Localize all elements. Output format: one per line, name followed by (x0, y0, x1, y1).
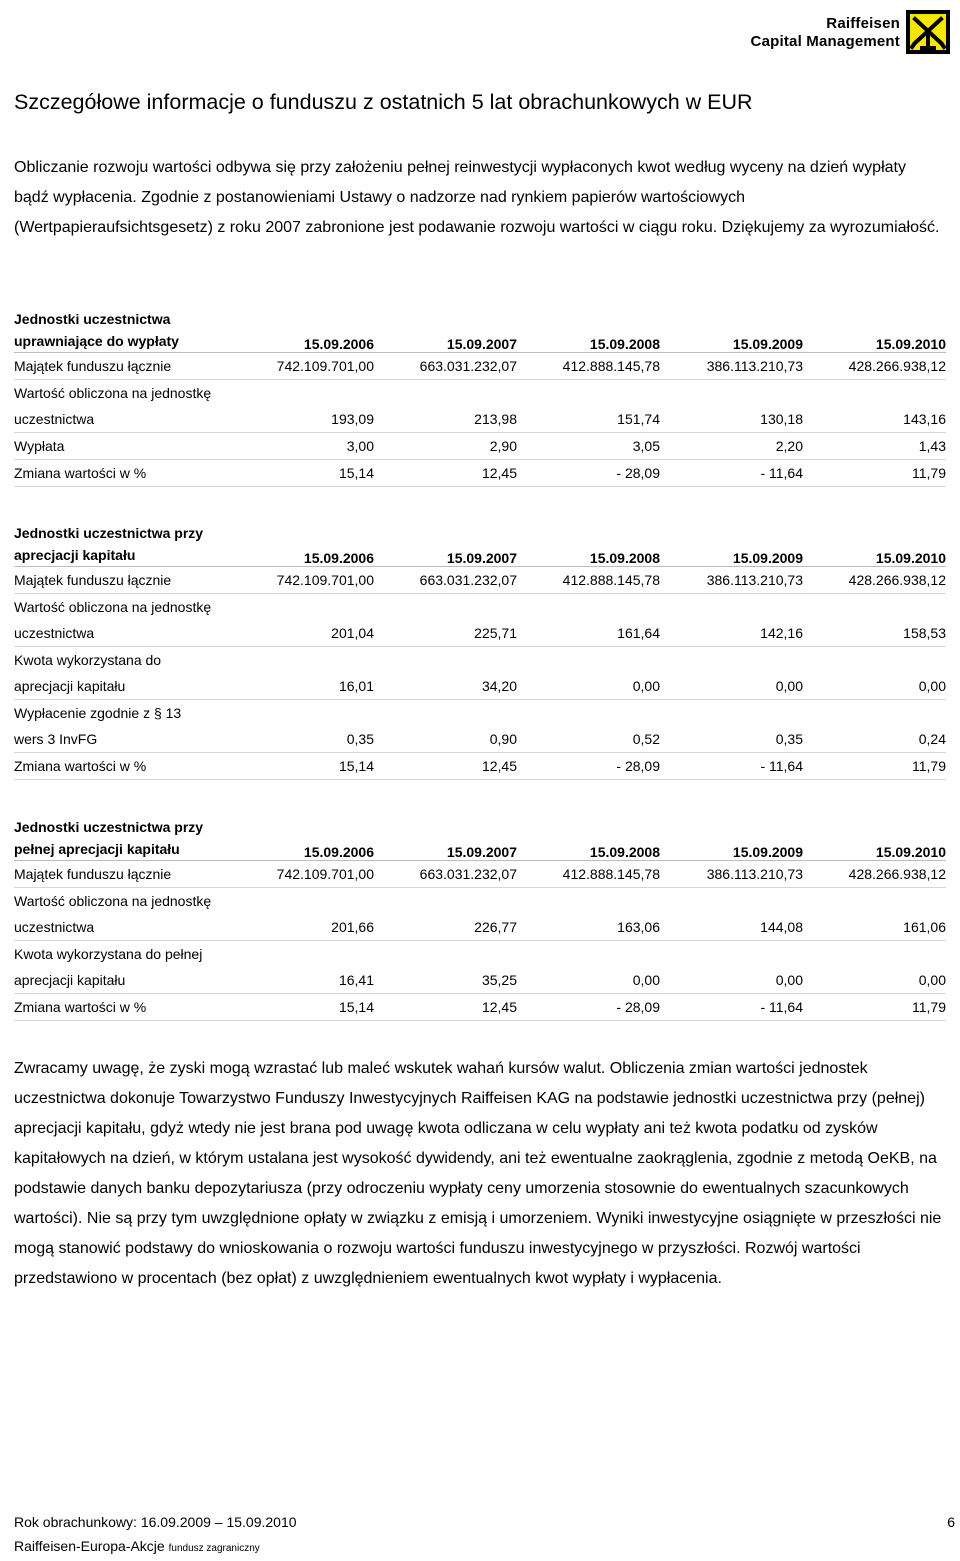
row-label: Wartość obliczona na jednostkę uczestnictwa (14, 380, 246, 433)
date-header: 15.09.2009 (660, 308, 803, 353)
value-cell: 0,00 (660, 941, 803, 994)
table-title: Jednostki uczestnictwa uprawniające do wypłaty (14, 308, 246, 353)
row-label: Zmiana wartości w % (14, 994, 246, 1021)
date-header: 15.09.2010 (803, 522, 946, 567)
date-header: 15.09.2010 (803, 308, 946, 353)
value-cell: 386.113.210,73 (660, 567, 803, 594)
table-row (14, 353, 946, 380)
value-cell: 15,14 (246, 994, 374, 1021)
intro-paragraph (14, 153, 944, 243)
value-cell: 0,35 (246, 700, 374, 753)
table-row (14, 753, 946, 780)
table-row (14, 594, 946, 647)
value-cell: 12,45 (374, 753, 517, 780)
table-header-row (14, 816, 946, 861)
fiscal-year-label: Rok obrachunkowy: 16.09.2009 – 15.09.2010 (14, 1514, 297, 1530)
date-header: 15.09.2007 (374, 816, 517, 861)
date-header: 15.09.2008 (517, 816, 660, 861)
value-cell: - 11,64 (660, 753, 803, 780)
value-cell: 0,00 (517, 647, 660, 700)
value-cell: 386.113.210,73 (660, 861, 803, 888)
date-header: 15.09.2008 (517, 308, 660, 353)
table-capital-appreciation-units (14, 522, 946, 780)
fund-name: Raiffeisen-Europa-Akcje (14, 1538, 165, 1554)
value-cell: 15,14 (246, 753, 374, 780)
value-cell: 0,90 (374, 700, 517, 753)
value-cell: 34,20 (374, 647, 517, 700)
disclaimer-paragraph (14, 1054, 949, 1294)
value-cell: 663.031.232,07 (374, 567, 517, 594)
value-cell: 201,66 (246, 888, 374, 941)
row-label: Wartość obliczona na jednostkę uczestnictwa (14, 594, 246, 647)
page-number: 6 (947, 1514, 955, 1530)
value-cell: 0,00 (803, 941, 946, 994)
value-cell: 0,00 (517, 941, 660, 994)
disclaimer-text: Zwracamy uwagę, że zyski mogą wzrastać lub maleć wskutek wahań kursów walut. Obliczenia zmian wartości jednostek uczestnictwa dokonuje Towarzystwo Funduszy Inwestycyjnych Raiffeisen KAG na podstawie jednostki uczestnictwa przy (pełnej) aprecjacji kapitału, gdyż wtedy nie jest brana pod uwagę kwota odliczana w celu wypłaty ani też kwota podatku od zysków kapitałowych na dzień, w którym ustalana jest wysokość dywidendy, ani też ewentualne zaokrąglenia, zgodnie z metodą OeKB, na podstawie danych banku depozytariusza (przy odroczeniu wypłaty ceny umorzenia stosownie do ewentualnych szacunkowych wartości). Nie są przy tym uwzględnione opłaty w związku z emisją i umorzeniem. Wyniki inwestycyjne osiągnięte w przeszłości nie mogą stanowić podstawy do wnioskowania o rozwoju wartości funduszu inwestycyjnego w przyszłości. Rozwój wartości przedstawiono w procentach (bez opłat) z uwzględnieniem ewentualnych kwot wypłaty i wypłacenia. (14, 1060, 942, 1287)
value-cell: 412.888.145,78 (517, 567, 660, 594)
logo-line-2: Capital Management (750, 33, 900, 50)
value-cell: 193,09 (246, 380, 374, 433)
value-cell: 12,45 (374, 460, 517, 487)
date-header: 15.09.2007 (374, 522, 517, 567)
table-row (14, 941, 946, 994)
table-row (14, 647, 946, 700)
row-label: Wypłacenie zgodnie z § 13 wers 3 InvFG (14, 700, 246, 753)
value-cell: 412.888.145,78 (517, 353, 660, 380)
value-cell: 0,52 (517, 700, 660, 753)
table-distribution-units (14, 308, 946, 487)
gable-cross-icon (906, 10, 950, 54)
raiffeisen-logo (734, 10, 950, 54)
value-cell: 130,18 (660, 380, 803, 433)
table-row (14, 380, 946, 433)
page-footer (14, 1510, 955, 1558)
table-row (14, 567, 946, 594)
fund-type: fundusz zagraniczny (168, 1543, 260, 1554)
date-header: 15.09.2006 (246, 522, 374, 567)
value-cell: 16,41 (246, 941, 374, 994)
value-cell: 11,79 (803, 460, 946, 487)
table-title: Jednostki uczestnictwa przy aprecjacji kapitału (14, 522, 246, 567)
table-row (14, 700, 946, 753)
value-cell: 742.109.701,00 (246, 861, 374, 888)
value-cell: 663.031.232,07 (374, 861, 517, 888)
date-header: 15.09.2006 (246, 816, 374, 861)
value-cell: - 28,09 (517, 460, 660, 487)
row-label: Majątek funduszu łącznie (14, 353, 246, 380)
value-cell: 161,06 (803, 888, 946, 941)
value-cell: 386.113.210,73 (660, 353, 803, 380)
value-cell: - 28,09 (517, 994, 660, 1021)
value-cell: 3,00 (246, 433, 374, 460)
footer-line-2 (14, 1534, 955, 1558)
row-label: Kwota wykorzystana do aprecjacji kapitału (14, 647, 246, 700)
value-cell: 0,00 (660, 647, 803, 700)
value-cell: - 11,64 (660, 994, 803, 1021)
value-cell: 225,71 (374, 594, 517, 647)
table-title: Jednostki uczestnictwa przy pełnej aprecjacji kapitału (14, 816, 246, 861)
value-cell: 428.266.938,12 (803, 567, 946, 594)
value-cell: 412.888.145,78 (517, 861, 660, 888)
table-row (14, 994, 946, 1021)
row-label: Zmiana wartości w % (14, 753, 246, 780)
value-cell: 142,16 (660, 594, 803, 647)
table-row (14, 433, 946, 460)
date-header: 15.09.2009 (660, 816, 803, 861)
row-label: Wartość obliczona na jednostkę uczestnictwa (14, 888, 246, 941)
date-header: 15.09.2008 (517, 522, 660, 567)
value-cell: 428.266.938,12 (803, 861, 946, 888)
page-title: Szczegółowe informacje o funduszu z ostatnich 5 lat obrachunkowych w EUR (14, 90, 753, 114)
value-cell: 2,20 (660, 433, 803, 460)
value-cell: 11,79 (803, 994, 946, 1021)
table-full-capital-appreciation-units (14, 816, 946, 1021)
value-cell: 213,98 (374, 380, 517, 433)
value-cell: 151,74 (517, 380, 660, 433)
value-cell: 201,04 (246, 594, 374, 647)
value-cell: 0,35 (660, 700, 803, 753)
date-header: 15.09.2006 (246, 308, 374, 353)
footer-line-1 (14, 1510, 955, 1534)
date-header: 15.09.2007 (374, 308, 517, 353)
value-cell: 663.031.232,07 (374, 353, 517, 380)
value-cell: 161,64 (517, 594, 660, 647)
row-label: Majątek funduszu łącznie (14, 861, 246, 888)
logo-line-1: Raiffeisen (826, 15, 900, 32)
value-cell: 12,45 (374, 994, 517, 1021)
row-label: Zmiana wartości w % (14, 460, 246, 487)
logo-wordmark (734, 10, 900, 49)
value-cell: 16,01 (246, 647, 374, 700)
value-cell: 0,00 (803, 647, 946, 700)
intro-text: Obliczanie rozwoju wartości odbywa się przy założeniu pełnej reinwestycji wypłaconych kwot według wyceny na dzień wypłaty bądź wypłacenia. Zgodnie z postanowieniami Ustawy o nadzorze nad rynkiem papierów wartościowych (Wertpapieraufsichtsgesetz) z roku 2007 zabronione jest podawanie rozwoju wartości w ciągu roku. Dziękujemy za wyrozumiałość. (14, 159, 940, 236)
value-cell: 428.266.938,12 (803, 353, 946, 380)
table-row (14, 460, 946, 487)
date-header: 15.09.2009 (660, 522, 803, 567)
row-label: Kwota wykorzystana do pełnej aprecjacji kapitału (14, 941, 246, 994)
table-header-row (14, 522, 946, 567)
row-label: Wypłata (14, 433, 246, 460)
date-header: 15.09.2010 (803, 816, 946, 861)
value-cell: 158,53 (803, 594, 946, 647)
value-cell: 11,79 (803, 753, 946, 780)
value-cell: 35,25 (374, 941, 517, 994)
value-cell: 742.109.701,00 (246, 353, 374, 380)
value-cell: 1,43 (803, 433, 946, 460)
value-cell: 144,08 (660, 888, 803, 941)
value-cell: 163,06 (517, 888, 660, 941)
value-cell: 143,16 (803, 380, 946, 433)
value-cell: 15,14 (246, 460, 374, 487)
value-cell: 226,77 (374, 888, 517, 941)
row-label: Majątek funduszu łącznie (14, 567, 246, 594)
table-row (14, 861, 946, 888)
value-cell: - 28,09 (517, 753, 660, 780)
table-header-row (14, 308, 946, 353)
value-cell: 0,24 (803, 700, 946, 753)
value-cell: 2,90 (374, 433, 517, 460)
table-row (14, 888, 946, 941)
value-cell: - 11,64 (660, 460, 803, 487)
value-cell: 3,05 (517, 433, 660, 460)
value-cell: 742.109.701,00 (246, 567, 374, 594)
